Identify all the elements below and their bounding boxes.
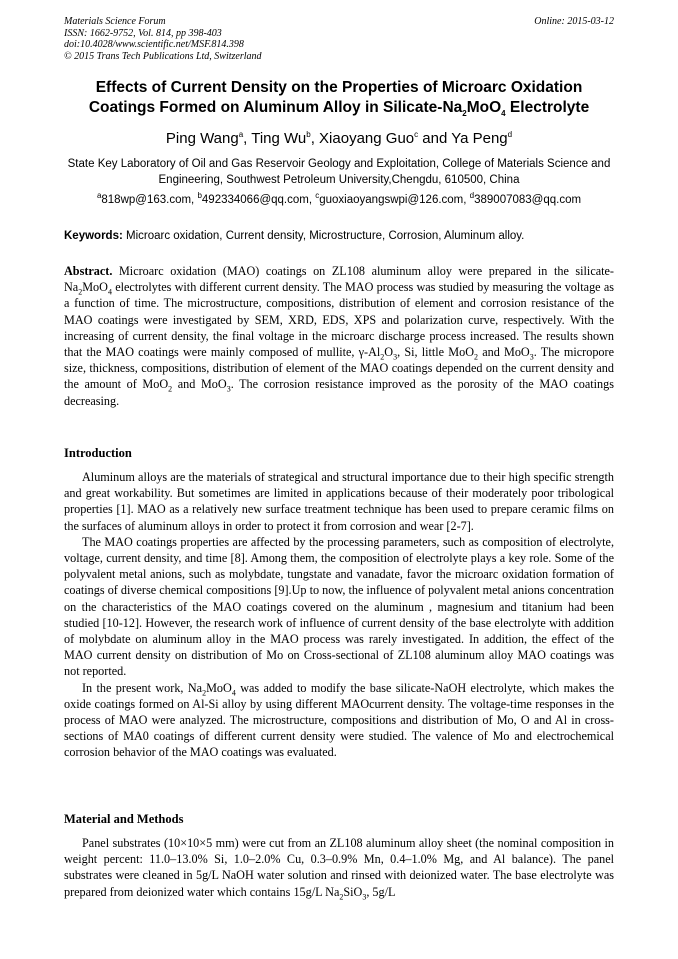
journal-header [64, 16, 614, 62]
author-list: Ping Wang$^a$, Ting Wu$^b$, Xiaoyang Guo$^c$ and Ya Peng$^d$ [165, 130, 513, 147]
copyright-line: © 2015 Trans Tech Publications Ltd, Switzerland [64, 50, 262, 62]
paper-title [50, 78, 628, 118]
intro-paragraph-3: In the present work, $Na_2MoO_4$ was added to modify the base silicate-NaOH electrolyte, which makes the oxide coatings formed on Al-Si alloy by using different MAOcurrent density. The voltage-time responses in the process of MAO were analyzed. The microstructure, compositions and distribution of Mo, O and Al in cross-sections of MA0 coatings of different current density were studied. The valence of Mo and electrochemical corrosion behavior of the MAO coatings was evaluated. [64, 680, 614, 760]
methods-body [64, 835, 614, 900]
doi-line: doi:10.4028/www.scientific.net/MSF.814.398 [64, 39, 244, 50]
author-emails: $^a$818wp@163.com, $^b$492334066@qq.com, $^c$guoxiaoyangswpi@126.com, $^d$389007083@qq.com [96, 191, 582, 206]
online-date: Online: 2015-03-12 [534, 16, 614, 27]
affiliation: State Key Laboratory of Oil and Gas Reservoir Geology and Exploitation, College of Materials Science and Engineering, Southwest Petroleum University,Chengdu, 610500, China [67, 158, 611, 186]
keywords [64, 229, 614, 243]
abstract: Abstract. Microarc oxidation (MAO) coatings on ZL108 aluminum alloy were prepared in the silicate-$Na_2MoO_4$ electrolytes with different current density. The MAO process was studied by measuring the voltage as a function of time. The microstructure, compositions, distribution of element and corrosion resistance of the MAO coatings were investigated by SEM, XRD, EDS, XPS and polarization curve, respectively. With the increasing of current density, the final voltage in the microarc discharge process increased. The results shown that the MAO coatings were mainly composed of mullite, $\gamma-Al_2O_3$, Si, little MoO$_2$ and MoO$_3$. The micropore size, thickness, compositions, distribution of element of the MAO coatings depended on the current density and the amount of MoO$_2$ and MoO$_3$. The corrosion resistance improved as the porosity of the MAO coatings decreasing. [64, 264, 614, 408]
issn-line: ISSN: 1662-9752, Vol. 814, pp 398-403 [64, 27, 222, 39]
introduction-body [64, 469, 614, 761]
journal-name: Materials Science Forum [64, 16, 166, 27]
title-line-2: Coatings Formed on Aluminum Alloy in Silicate-$Na_2MoO_4$ Electrolyte [88, 99, 590, 119]
title-line-1: Effects of Current Density on the Properties of Microarc Oxidation [95, 79, 583, 96]
keywords-label: Keywords: [64, 230, 123, 242]
methods-heading: Material and Methods [64, 812, 184, 826]
methods-paragraph-1: Panel substrates (10×10×5 mm) were cut from an ZL108 aluminum alloy sheet (the nominal composition in weight percent: 11.0–13.0% Si, 1.0–2.0% Cu, 0.3–0.9% Mn, 0.4–1.0% Mg, and Al balance). The panel substrates were cleaned in 5g/L NaOH water solution and rinsed with deionized water. The base electrolyte was prepared from deionized water which contains 15g/L $Na_2SiO_3$, 5g/L [64, 836, 614, 902]
introduction-heading: Introduction [64, 446, 132, 460]
intro-paragraph-1: Aluminum alloys are the materials of strategical and structural importance due to their high specific strength and great workability. But sometimes are limited in applications because of their moderately poor tribological properties [1]. MAO as a relatively new surface treatment technique has been used to prepare ceramic films on the surfaces of aluminum alloys in order to protect it from corrosion and wear [2-7]. [64, 470, 614, 533]
intro-paragraph-2: The MAO coatings properties are affected by the processing parameters, such as composition of electrolyte, voltage, current density, and time [8]. Among them, the composition of electrolyte plays a key role. Some of the polyvalent metal anions, such as molybdate, tungstate and vanadate, favor the microarc oxidation formation of coatings of diverse chemical compositions [9].Up to now, the influence of polyvalent metal anions concentration on the characteristics of the MAO coatings covered on the aluminum , magnesium and titanium had been studied [10-12]. However, the research work of influence of current density of the base electrolyte with addition of molybdate on aluminum alloy in the MAO process was rarely investigated. In addition, the effect of the MAO current density on distribution of Mo on Cross-sectional of ZL108 aluminum alloy MAO coatings was not reported. [64, 534, 614, 679]
keywords-text: Microarc oxidation, Current density, Microstructure, Corrosion, Aluminum alloy. [122, 230, 525, 242]
abstract-label: Abstract. [64, 264, 113, 278]
